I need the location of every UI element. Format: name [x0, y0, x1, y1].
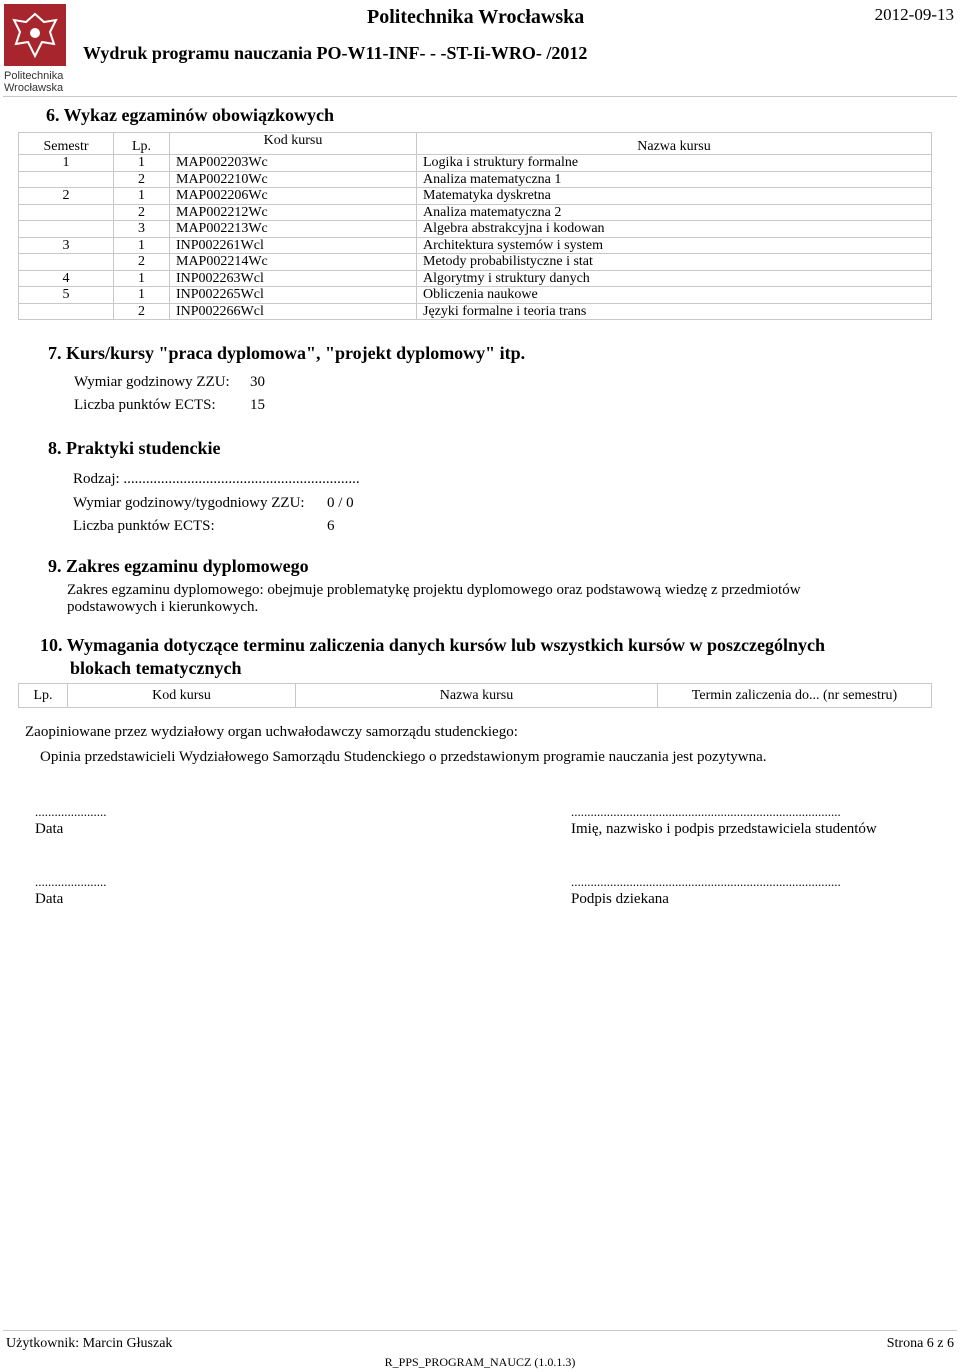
internship-hours-value: 0 / 0 — [327, 495, 354, 511]
course-name-cell: Algebra abstrakcyjna i kodowan — [417, 221, 932, 238]
course-name-cell: Metody probabilistyczne i stat — [417, 254, 932, 271]
dean-signature-dots: ................................................................................... — [571, 874, 841, 889]
internship-ects-value: 6 — [327, 518, 335, 534]
semester-cell: 4 — [19, 270, 114, 287]
eagle-shield-icon — [4, 4, 66, 66]
course-code-cell: MAP002203Wc — [170, 155, 417, 172]
table-row — [19, 254, 932, 271]
column-header-semester: Semestr — [19, 133, 114, 155]
document-subtitle: Wydruk programu nauczania PO-W11-INF- - -ST-Ii-WRO- /2012 — [83, 43, 588, 63]
lp-cell: 3 — [114, 221, 170, 238]
course-code-cell: INP002263Wcl — [170, 270, 417, 287]
table-row — [19, 204, 932, 221]
exam-table — [18, 132, 932, 320]
completion-requirements-table — [18, 683, 932, 708]
column-header-course-name: Nazwa kursu — [296, 684, 658, 708]
section9-text-line2: podstawowych i kierunkowych. — [67, 599, 259, 615]
print-date: 2012-09-13 — [874, 5, 954, 24]
course-code-cell: MAP002212Wc — [170, 204, 417, 221]
table-row — [19, 188, 932, 205]
section10-title-line2: blokach tematycznych — [70, 658, 242, 678]
footer-user: Użytkownik: Marcin Głuszak — [6, 1336, 173, 1351]
lp-cell: 1 — [114, 155, 170, 172]
course-name-cell: Języki formalne i teoria trans — [417, 303, 932, 320]
semester-cell — [19, 171, 114, 188]
internship-hours-label: Wymiar godzinowy/tygodniowy ZZU: — [73, 495, 305, 511]
section9-title: 9. Zakres egzaminu dyplomowego — [48, 556, 309, 576]
course-code-cell: MAP002210Wc — [170, 171, 417, 188]
date-dots-1: ...................... — [35, 804, 107, 819]
semester-cell: 3 — [19, 237, 114, 254]
course-code-cell: INP002266Wcl — [170, 303, 417, 320]
table-row — [19, 287, 932, 304]
course-code-cell: MAP002206Wc — [170, 188, 417, 205]
lp-cell: 1 — [114, 237, 170, 254]
section6-title: 6. Wykaz egzaminów obowiązkowych — [46, 105, 334, 125]
internship-type-label: Rodzaj: ............................................................... — [73, 471, 360, 487]
semester-cell — [19, 204, 114, 221]
date-label-2: Data — [35, 891, 64, 907]
table-row — [19, 171, 932, 188]
lp-cell: 1 — [114, 270, 170, 287]
semester-cell — [19, 254, 114, 271]
opinion-text: Opinia przedstawicieli Wydziałowego Samorządu Studenckiego o przedstawionym programie nauczania jest pozytywna. — [40, 749, 767, 765]
thesis-hours-value: 30 — [250, 374, 265, 390]
semester-cell — [19, 303, 114, 320]
thesis-ects-value: 15 — [250, 397, 265, 413]
column-header-course-code: Kod kursu — [170, 133, 417, 155]
lp-cell: 2 — [114, 254, 170, 271]
university-logo — [4, 4, 68, 94]
course-name-cell: Matematyka dyskretna — [417, 188, 932, 205]
internship-ects-label: Liczba punktów ECTS: — [73, 518, 215, 534]
course-code-cell: INP002265Wcl — [170, 287, 417, 304]
header-divider — [3, 96, 957, 97]
lp-cell: 2 — [114, 303, 170, 320]
semester-cell — [19, 221, 114, 238]
date-label-1: Data — [35, 821, 64, 837]
lp-cell: 2 — [114, 171, 170, 188]
course-name-cell: Logika i struktury formalne — [417, 155, 932, 172]
course-code-cell: MAP002213Wc — [170, 221, 417, 238]
logo-text-line2: Wrocławska — [4, 82, 64, 94]
course-code-cell: MAP002214Wc — [170, 254, 417, 271]
semester-cell: 1 — [19, 155, 114, 172]
course-name-cell: Algorytmy i struktury danych — [417, 270, 932, 287]
semester-cell: 5 — [19, 287, 114, 304]
section7-title: 7. Kurs/kursy "praca dyplomowa", "projekt dyplomowy" itp. — [48, 343, 526, 363]
logo-text-line1: Politechnika — [4, 70, 64, 82]
table-row — [19, 270, 932, 287]
opinion-label: Zaopiniowane przez wydziałowy organ uchwałodawczy samorządu studenckiego: — [25, 724, 518, 740]
footer-divider — [3, 1330, 957, 1331]
date-dots-2: ...................... — [35, 874, 107, 889]
completion-table-header — [19, 684, 932, 708]
course-name-cell: Analiza matematyczna 2 — [417, 204, 932, 221]
column-header-course-name: Nazwa kursu — [417, 133, 932, 155]
section8-title: 8. Praktyki studenckie — [48, 438, 221, 458]
dean-signature-label: Podpis dziekana — [571, 891, 669, 907]
table-row — [19, 155, 932, 172]
exam-table-header — [19, 133, 932, 155]
table-row — [19, 303, 932, 320]
footer-page-number: Strona 6 z 6 — [886, 1336, 954, 1351]
thesis-hours-label: Wymiar godzinowy ZZU: — [74, 374, 230, 390]
course-name-cell: Architektura systemów i system — [417, 237, 932, 254]
section9-text-line1: Zakres egzaminu dyplomowego: obejmuje problematykę projektu dyplomowego oraz podstawową wiedzę z przedmiotów — [67, 582, 801, 598]
section10-title-line1: 10. Wymagania dotyczące terminu zaliczenia danych kursów lub wszystkich kursów w poszczególnych — [40, 635, 825, 655]
semester-cell: 2 — [19, 188, 114, 205]
column-header-deadline: Termin zaliczenia do... (nr semestru) — [658, 684, 932, 708]
table-row — [19, 237, 932, 254]
document-header-title: Politechnika Wrocławska — [367, 6, 585, 28]
table-row — [19, 221, 932, 238]
student-signature-label: Imię, nazwisko i podpis przedstawiciela studentów — [571, 821, 877, 837]
lp-cell: 2 — [114, 204, 170, 221]
thesis-ects-label: Liczba punktów ECTS: — [74, 397, 216, 413]
course-name-cell: Obliczenia naukowe — [417, 287, 932, 304]
column-header-lp: Lp. — [114, 133, 170, 155]
course-name-cell: Analiza matematyczna 1 — [417, 171, 932, 188]
column-header-course-code: Kod kursu — [68, 684, 296, 708]
course-code-cell: INP002261Wcl — [170, 237, 417, 254]
student-signature-dots: ................................................................................... — [571, 804, 841, 819]
logo-text — [4, 70, 63, 94]
lp-cell: 1 — [114, 188, 170, 205]
lp-cell: 1 — [114, 287, 170, 304]
footer-program-code: R_PPS_PROGRAM_NAUCZ (1.0.1.3) — [384, 1355, 576, 1369]
column-header-lp: Lp. — [19, 684, 68, 708]
